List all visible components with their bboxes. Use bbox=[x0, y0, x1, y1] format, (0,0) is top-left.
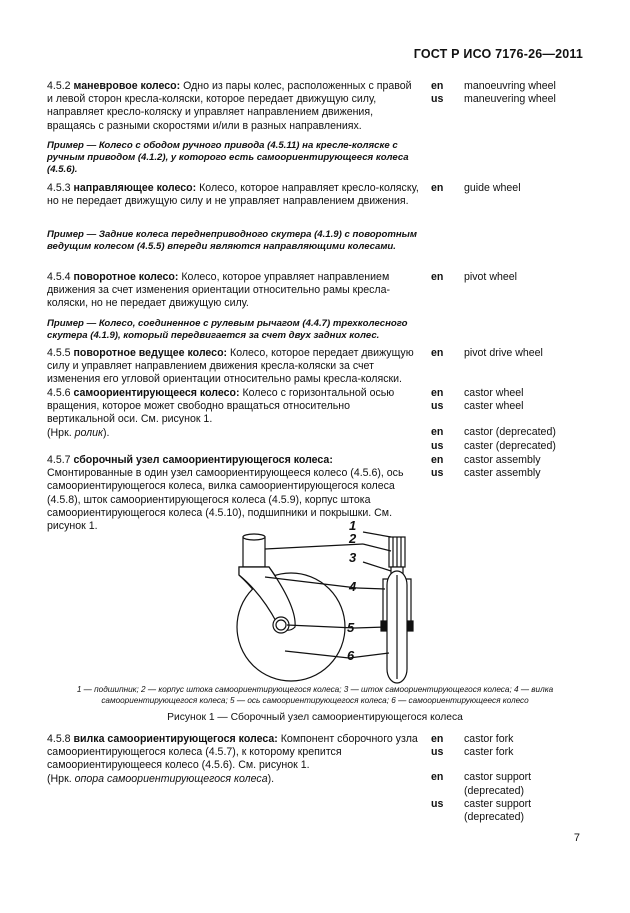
entry-4-5-6 bbox=[47, 387, 419, 440]
stem-housing-left bbox=[243, 537, 265, 567]
lang-code: en bbox=[431, 80, 444, 92]
lang-code: en bbox=[431, 771, 444, 784]
axle-nut-right-left bbox=[381, 621, 386, 631]
entry-number: 4.5.6 bbox=[47, 387, 71, 399]
foreign-term: caster assembly bbox=[464, 467, 541, 480]
foreign-term: caster support (deprecated) bbox=[464, 797, 532, 823]
lang-code: en bbox=[431, 347, 444, 359]
lang-code: en bbox=[431, 182, 444, 194]
foreign-term: caster (deprecated) bbox=[464, 439, 556, 452]
lang-code: us bbox=[431, 746, 444, 759]
entry-term: поворотное колесо: bbox=[73, 271, 179, 283]
lang-code: en bbox=[431, 733, 444, 745]
foreign-term: manoeuvring wheel bbox=[464, 80, 556, 92]
entry-number: 4.5.5 bbox=[47, 347, 71, 359]
entry-term: вилка самоориентирующегося колеса: bbox=[73, 733, 278, 745]
castor-assembly-figure bbox=[225, 515, 425, 687]
lang-code: us bbox=[431, 93, 444, 106]
entry-term: направляющее колесо: bbox=[73, 182, 197, 194]
lang-code: en bbox=[431, 271, 444, 283]
entry-definition: Колесо, которое направляет кресло-коляску, но не передает движущую силу и не управляет направлением движения. bbox=[47, 182, 419, 208]
foreign-term: pivot drive wheel bbox=[464, 347, 543, 359]
entry-4-5-5 bbox=[47, 347, 419, 387]
lang-code: en bbox=[431, 426, 444, 439]
entry-number: 4.5.3 bbox=[47, 182, 71, 194]
figure-label-6: 6 bbox=[347, 648, 355, 663]
lang-code: us bbox=[431, 467, 444, 480]
entry-4-5-3 bbox=[47, 182, 419, 208]
deprecated-suffix: ). bbox=[103, 426, 110, 439]
foreign-term: castor assembly bbox=[464, 454, 541, 466]
entry-definition: Колесо, которое передает движущую силу и управляет направлением движения кресла-коляски за счет изменения его угловой ориентации относительно рамы кресла-коляски. bbox=[47, 347, 414, 386]
entry-4-5-4 bbox=[47, 271, 419, 311]
entry-definition: Колесо с горизонтальной осью вращения, которое может свободно вращаться относительно вертикальной оси. См. рисунок 1. bbox=[47, 387, 395, 426]
lang-code: us bbox=[431, 439, 444, 452]
foreign-term: caster wheel bbox=[464, 400, 524, 413]
figure-label-3: 3 bbox=[349, 550, 357, 565]
entry-definition: Колесо, которое управляет направлением движения за счет изменения ориентации относительно рамы кресла-коляски, но не передает движущую силу. bbox=[47, 271, 390, 310]
deprecated-term: опора самоориентирующегося колеса bbox=[74, 772, 268, 785]
foreign-term: caster fork bbox=[464, 746, 514, 759]
figure-label-1: 1 bbox=[349, 518, 357, 533]
entry-example: Пример — Задние колеса переднеприводного скутера (4.1.9) с поворотным ведущим колесом (4.5.5) впереди являются направляющими колесами. bbox=[47, 229, 417, 253]
lang-code: us bbox=[431, 797, 444, 810]
foreign-term: guide wheel bbox=[464, 182, 521, 194]
foreign-term: pivot wheel bbox=[464, 271, 517, 283]
lang-code: en bbox=[431, 454, 444, 466]
entry-number: 4.5.4 bbox=[47, 271, 71, 283]
foreign-term: castor (deprecated) bbox=[464, 426, 556, 439]
entry-number: 4.5.8 bbox=[47, 733, 71, 745]
foreign-term: castor fork bbox=[464, 733, 514, 745]
entry-example: Пример — Колесо с ободом ручного привода (4.5.11) на кресле-коляске с ручным приводом (4.1.2), у которого есть самоориентирующееся колеса (4.5.6). bbox=[47, 140, 409, 176]
deprecated-suffix: ). bbox=[267, 772, 275, 785]
lang-code: en bbox=[431, 387, 444, 399]
page-number: 7 bbox=[573, 832, 580, 844]
figure-label-2: 2 bbox=[349, 531, 357, 546]
axle-nut-right-right bbox=[408, 621, 413, 631]
entry-number: 4.5.7 bbox=[47, 454, 71, 466]
entry-definition: Смонтированные в один узел самоориентирующееся колесо (4.5.6), ось самоориентирующегося колеса, вилка самоориентирующегося колеса (4.5.8), шток самоориентирующегося колеса (4.5.9), корпус штока самоориентирующегося колеса (4.5.10), подшипники и покрышки. См. рисунок 1. bbox=[47, 467, 404, 533]
figure-caption: Рисунок 1 — Сборочный узел самоориентирующегося колеса bbox=[167, 712, 463, 723]
lang-code: us bbox=[431, 400, 444, 413]
deprecated-prefix: (Нрк. bbox=[47, 772, 72, 785]
figure-legend: 1 — подшипник; 2 — корпус штока самоориентирующегося колеса; 3 — шток самоориентирующегося колеса; 4 — вилка самоориентирующегося колеса; 5 — ось самоориентирующегося колеса; 6 — самоориентирующееся колесо bbox=[76, 685, 554, 705]
entry-example: Пример — Колесо, соединенное с рулевым рычагом (4.4.7) трехколесного скутера (4.1.9), который передвигается за счет двух задних колес. bbox=[47, 318, 408, 342]
entry-4-5-8 bbox=[47, 733, 419, 786]
figure-label-4: 4 bbox=[349, 579, 357, 594]
entry-definition: Компонент сборочного узла самоориентирующегося колеса (4.5.7), к которому крепится самоориентирующееся колесо (4.5.6). См. рисунок 1. bbox=[47, 733, 418, 772]
deprecated-prefix: (Нрк. bbox=[47, 426, 72, 439]
entry-definition: Одно из пары колес, расположенных с правой и левой сторон кресла-коляски, которое передает движущую силу, направляет кресло-коляску и управляет направлением движения, вращаясь с разными скоростями и/или в разных направлениях. bbox=[47, 80, 412, 132]
foreign-term: castor wheel bbox=[464, 387, 524, 399]
entry-number: 4.5.2 bbox=[47, 80, 71, 92]
document-header: ГОСТ Р ИСО 7176-26—2011 bbox=[413, 47, 583, 61]
foreign-term: castor support (deprecated) bbox=[464, 771, 532, 797]
entry-term: поворотное ведущее колесо: bbox=[73, 347, 228, 359]
deprecated-term: ролик bbox=[74, 426, 104, 439]
entry-term: маневровое колесо: bbox=[73, 80, 181, 92]
entry-term: самоориентирующееся колесо: bbox=[73, 387, 240, 399]
foreign-term: maneuvering wheel bbox=[464, 93, 556, 106]
entry-4-5-2 bbox=[47, 80, 419, 133]
stem-housing-left-top bbox=[243, 534, 265, 540]
figure-label-5: 5 bbox=[347, 620, 355, 635]
entry-term: сборочный узел самоориентирующегося колеса: bbox=[73, 454, 333, 466]
